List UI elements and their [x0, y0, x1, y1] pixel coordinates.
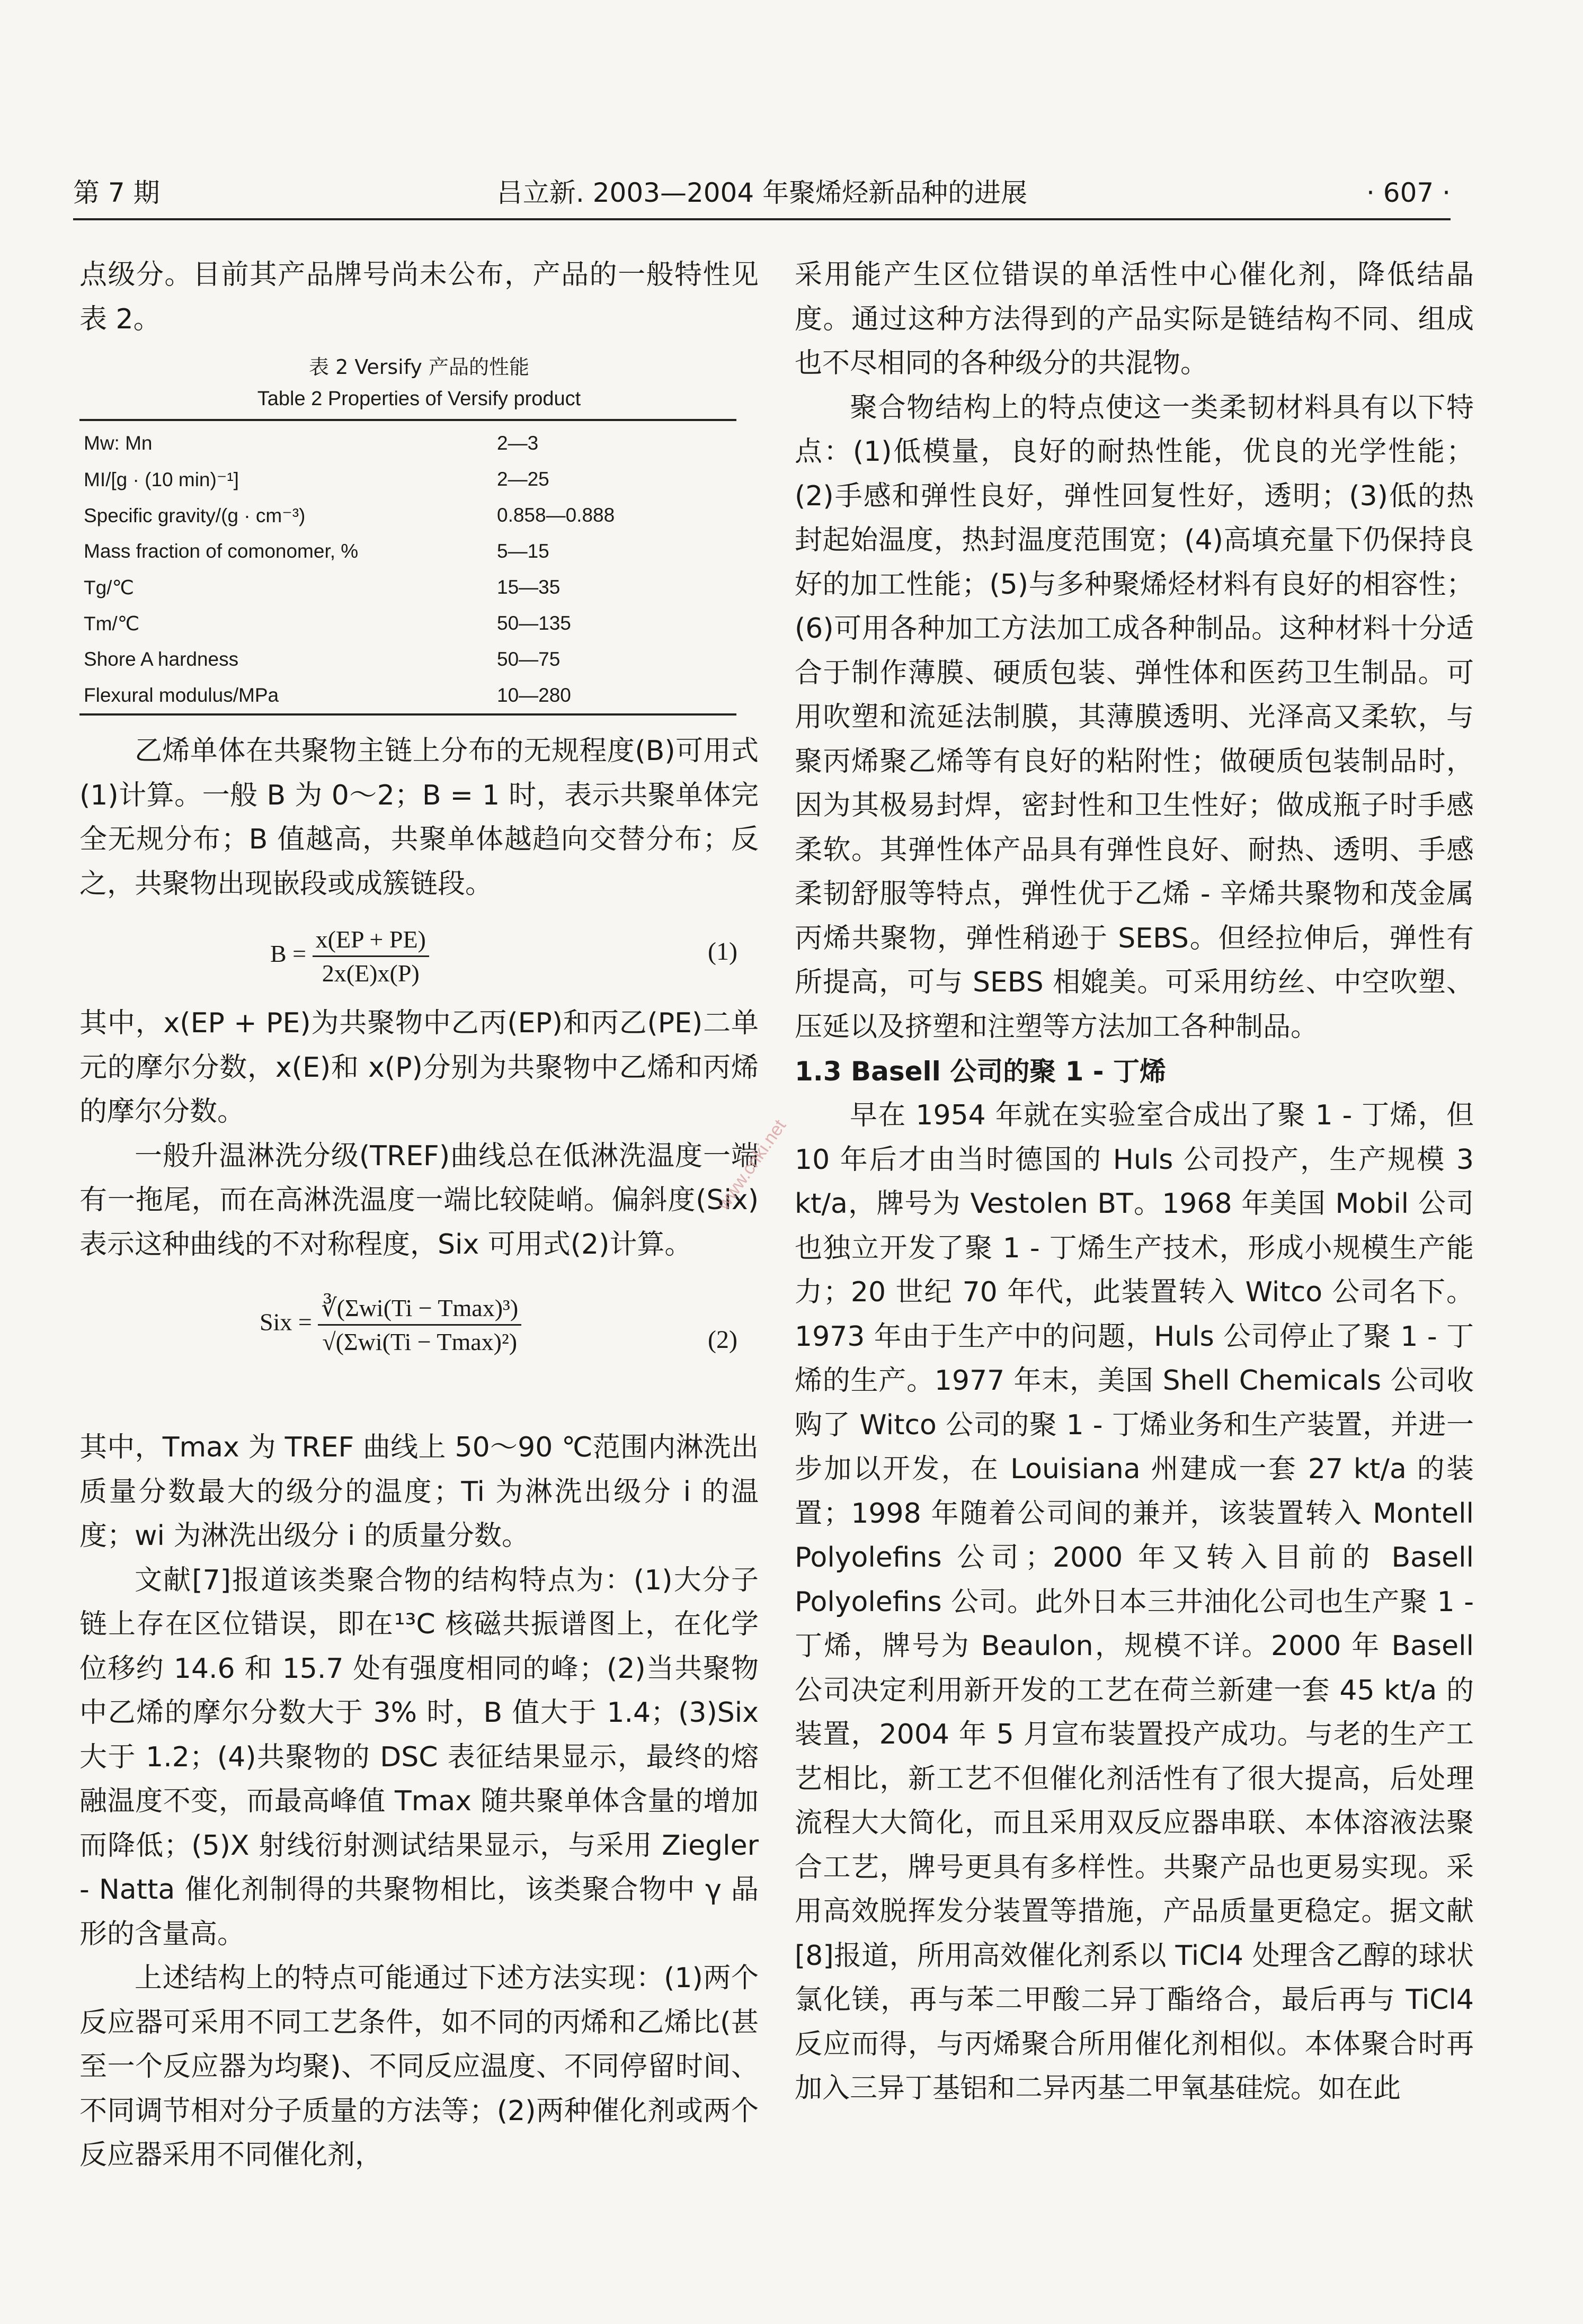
paragraph-continued: 采用能产生区位错误的单活性中心催化剂，降低结晶度。通过这种方法得到的产品实际是链结构不同、组成也不尽相同的各种级分的共混物。 — [795, 259, 1474, 379]
intro-paragraph: 点级分。目前其产品牌号尚未公布，产品的一般特性见表 2。 — [79, 259, 759, 335]
paragraph-eq1-explain: 其中，x(EP + PE)为共聚物中乙丙(EP)和丙乙(PE)二单元的摩尔分数，x(E)和 x(P)分别为共聚物中乙烯和丙烯的摩尔分数。 — [79, 1007, 759, 1128]
table-row — [79, 461, 736, 497]
paragraph-structure: 文献[7]报道该类聚合物的结构特点为：(1)大分子链上存在区位错误，即在¹³C 核磁共振谱图上，在化学位移约 14.6 和 15.7 处有强度相同的峰；(2)当共聚物中乙烯的摩尔分数大于 3% 时，B 值大于 1.4；(3)Six 大于 1.2；(4)共聚物的 DSC 表征结果显示，最终的熔融温度不变，而最高峰值 Tmax 随共聚单体含量的增加而降低；(5)X 射线衍射测试结果显示，与采用 Ziegler - Natta 催化剂制得的共聚物相比，该类聚合物中 γ 晶形的含量高。 — [79, 1564, 759, 1950]
table-caption-en: Table 2 Properties of Versify product — [257, 388, 581, 410]
table-cell: 10—280 — [497, 677, 736, 714]
equation-denominator: √(Σwi(Ti − Tmax)²) — [322, 1328, 518, 1355]
equation-number: (2) — [708, 1326, 737, 1354]
equation-1 — [79, 911, 759, 996]
equation-number: (1) — [708, 937, 737, 966]
equation-numerator: x(EP + PE) — [313, 925, 429, 957]
table-cell: Shore A hardness — [84, 648, 239, 670]
right-column — [795, 253, 1474, 2111]
table-cell: 50—75 — [497, 648, 561, 670]
table-cell: MI/[g · (10 min)⁻¹] — [84, 468, 239, 490]
equation-denominator: 2x(E)x(P) — [322, 960, 420, 987]
running-title: 吕立新. 2003—2004 年聚烯烃新品种的进展 — [496, 177, 1028, 208]
paragraph-methods: 上述结构上的特点可能通过下述方法实现：(1)两个反应器可采用不同工艺条件，如不同的丙烯和乙烯比(甚至一个反应器为均聚)、不同反应温度、不同停留时间、不同调节相对分子质量的方法等；(2)两种催化剂或两个反应器采用不同催化剂， — [79, 1962, 759, 2171]
equation-lhs: Six = — [260, 1308, 312, 1336]
table-cell: 5—15 — [497, 540, 549, 562]
table-cell: 15—35 — [497, 576, 561, 598]
page-number: · 607 · — [1366, 177, 1451, 208]
table-cell: Mw: Mn — [84, 432, 153, 454]
table-row — [79, 677, 736, 714]
table-cell: 2—25 — [497, 468, 549, 490]
running-header — [73, 174, 1451, 220]
equation-2 — [79, 1272, 759, 1420]
issue-number: 第 7 期 — [73, 177, 160, 208]
table-row — [79, 605, 736, 641]
watermark: www.cnki.net — [713, 1116, 790, 1214]
paragraph-randomness: 乙烯单体在共聚物主链上分布的无规程度(B)可用式(1)计算。一般 B 为 0～2；B = 1 时，表示共聚单体完全无规分布；B 值越高，共聚单体越趋向交替分布；反之，共聚物出现嵌段或成簇链段。 — [79, 735, 759, 900]
table-cell: Tm/℃ — [84, 612, 140, 634]
table-cell: Specific gravity/(g · cm⁻³) — [84, 504, 306, 526]
table-row — [79, 641, 736, 677]
paragraph-eq2-explain: 其中，Tmax 为 TREF 曲线上 50～90 ℃范围内淋洗出质量分数最大的级分的温度；Ti 为淋洗出级分 i 的温度；wi 为淋洗出级分 i 的质量分数。 — [79, 1432, 759, 1552]
properties-table — [79, 419, 736, 716]
section-heading: 1.3 Basell 公司的聚 1 - 丁烯 — [795, 1056, 1166, 1087]
table-cell: 2—3 — [497, 432, 539, 454]
equation-numerator: ∛(Σwi(Ti − Tmax)³) — [318, 1293, 521, 1326]
table-row — [79, 569, 736, 605]
table-cell: Tg/℃ — [84, 576, 135, 598]
left-column — [79, 253, 759, 2178]
table-cell: 0.858—0.888 — [497, 504, 615, 526]
table-cell: Mass fraction of comonomer, % — [84, 540, 359, 562]
table-row — [79, 533, 736, 569]
table-caption-cn: 表 2 Versify 产品的性能 — [308, 355, 529, 379]
table-cell: 50—135 — [497, 612, 571, 634]
paragraph-features: 聚合物结构上的特点使这一类柔韧材料具有以下特点：(1)低模量，良好的耐热性能，优良的光学性能；(2)手感和弹性良好，弹性回复性好，透明；(3)低的热封起始温度，热封温度范围宽；(4)高填充量下仍保持良好的加工性能；(5)与多种聚烯烃材料有良好的相容性；(6)可用各种加工方法加工成各种制品。这种材料十分适合于制作薄膜、硬质包装、弹性体和医药卫生制品。可用吹塑和流延法制膜，其薄膜透明、光泽高又柔软，与聚丙烯聚乙烯等有良好的粘附性；做硬质包装制品时，因为其极易封焊，密封性和卫生性好；做成瓶子时手感柔软。其弹性体产品具有弹性良好、耐热、透明、手感柔韧舒服等特点，弹性优于乙烯 - 辛烯共聚物和茂金属丙烯共聚物，弹性稍逊于 SEBS。但经拉伸后，弹性有所提高，可与 SEBS 相媲美。可采用纺丝、中空吹塑、压延以及挤塑和注塑等方法加工各种制品。 — [795, 391, 1474, 1043]
table-row — [79, 497, 736, 533]
paragraph-polybutene: 早在 1954 年就在实验室合成出了聚 1 - 丁烯，但 10 年后才由当时德国的 Huls 公司投产，生产规模 3 kt/a，牌号为 Vestolen BT。1968 年美国 Mobil 公司也独立开发了聚 1 - 丁烯生产技术，形成小规模生产能力；20 世纪 70 年代，此装置转入 Witco 公司名下。1973 年由于生产中的问题，Huls 公司停止了聚 1 - 丁烯的生产。1977 年末，美国 Shell Chemicals 公司收购了 Witco 公司的聚 1 - 丁烯业务和生产装置，并进一步加以开发，在 Louisiana 州建成一套 27 kt/a 的装置；1998 年随着公司间的兼并，该装置转入 Montell Polyolefins 公司；2000 年又转入目前的 Basell Polyolefins 公司。此外日本三井油化公司也生产聚 1 - 丁烯，牌号为 Beaulon，规模不详。2000 年 Basell 公司决定利用新开发的工艺在荷兰新建一套 45 kt/a 的装置，2004 年 5 月宣布装置投产成功。与老的生产工艺相比，新工艺不但催化剂活性有了很大提高，后处理流程大大简化，而且采用双反应器串联、本体溶液法聚合工艺，牌号更具有多样性。共聚产品也更易实现。采用高效脱挥发分装置等措施，产品质量更稳定。据文献[8]报道，所用高效催化剂系以 TiCl4 处理含乙醇的球状氯化镁，再与苯二甲酸二异丁酯络合，最后再与 TiCl4 反应而得，与丙烯聚合所用催化剂相似。本体聚合时再加入三异丁基铝和二异丙基二甲氧基硅烷。如在此 — [795, 1100, 1474, 2104]
table-cell: Flexural modulus/MPa — [79, 677, 497, 714]
equation-lhs: B = — [270, 940, 307, 968]
paragraph-tref: 一般升温淋洗分级(TREF)曲线总在低淋洗温度一端有一拖尾，而在高淋洗温度一端比较陡峭。偏斜度(Six)表示这种曲线的不对称程度，Six 可用式(2)计算。 — [79, 1140, 759, 1261]
table-row — [79, 425, 736, 461]
